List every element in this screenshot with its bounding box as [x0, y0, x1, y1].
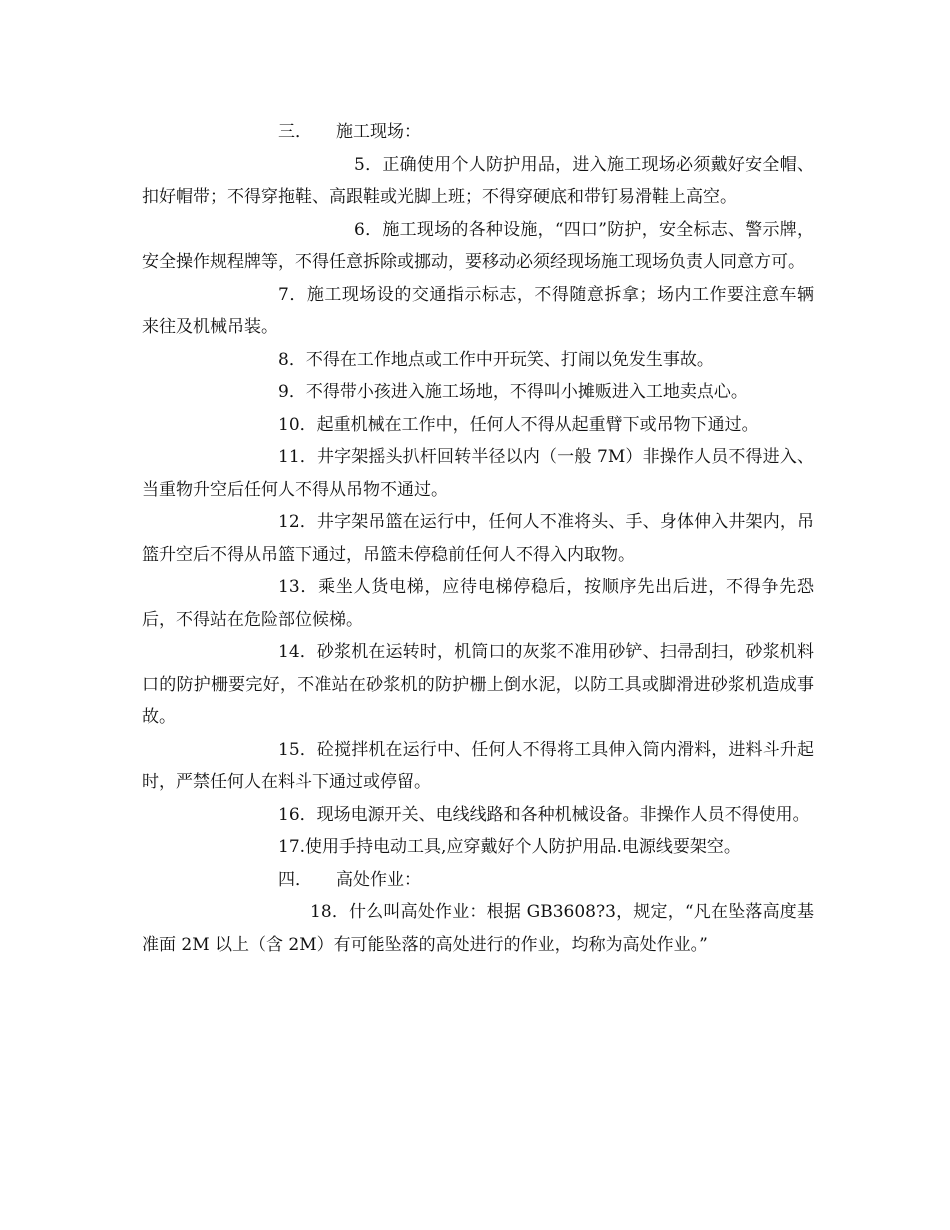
rule-item-14: 14．砂浆机在运转时，机筒口的灰浆不准用砂铲、扫帚刮扫，砂浆机料口的防护栅要完好，不准站在砂浆机的防护栅上倒水泥，以防工具或脚滑进砂浆机造成事故。: [142, 642, 814, 727]
section-heading-text: 施工现场：: [336, 122, 421, 142]
rule-item-11: 11．井字架摇头扒杆回转半径以内（一般 7M）非操作人员不得进入、当重物升空后任何人不得从吊物不通过。: [142, 447, 814, 500]
rule-item-17: 17.使用手持电动工具,应穿戴好个人防护用品.电源线要架空。: [278, 837, 741, 857]
rule-item-5: 5．正确使用个人防护用品，进入施工现场必须戴好安全帽、扣好帽带；不得穿拖鞋、高跟鞋或光脚上班；不得穿硬底和带钉易滑鞋上高空。: [142, 154, 814, 207]
section-heading-number: 三．: [278, 122, 312, 142]
rule-item-9: 9．不得带小孩进入施工场地，不得叫小摊贩进入工地卖点心。: [278, 382, 748, 402]
rule-item-13: 13．乘坐人货电梯，应待电梯停稳后，按顺序先出后进，不得争先恐后，不得站在危险部位候梯。: [142, 577, 814, 630]
section-heading-number: 四．: [278, 869, 312, 890]
rule-item-18: 18．什么叫高处作业：根据 GB3608?3，规定，“凡在坠落高度基准面 2M 以上（含 2M）有可能坠落的高处进行的作业，均称为高处作业。”: [142, 902, 814, 955]
section-heading-construction-site: [142, 116, 814, 149]
rule-item-15: 15．砼搅拌机在运行中、任何人不得将工具伸入筒内滑料，进料斗升起时，严禁任何人在料斗下通过或停留。: [142, 739, 814, 792]
section-heading-text: 高处作业：: [336, 869, 421, 890]
section-heading-work-at-height: [142, 864, 814, 897]
rule-item-6: 6．施工现场的各种设施，“四口”防护，安全标志、警示牌，安全操作规程牌等，不得任意拆除或挪动，要移动必须经现场施工现场负责人同意方可。: [142, 219, 814, 272]
rule-item-8: 8．不得在工作地点或工作中开玩笑、打闹以免发生事故。: [278, 349, 714, 370]
document-body: [142, 116, 814, 961]
rule-item-16: 16．现场电源开关、电线线路和各种机械设备。非操作人员不得使用。: [278, 804, 810, 825]
rule-item-10: 10．起重机械在工作中，任何人不得从起重臂下或吊物下通过。: [278, 414, 759, 435]
rule-item-12: 12．井字架吊篮在运行中，任何人不准将头、手、身体伸入井架内，吊篮升空后不得从吊篮下通过，吊篮未停稳前任何人不得入内取物。: [142, 512, 814, 565]
rule-item-7: 7．施工现场设的交通指示标志，不得随意拆拿；场内工作要注意车辆来往及机械吊装。: [142, 284, 814, 337]
